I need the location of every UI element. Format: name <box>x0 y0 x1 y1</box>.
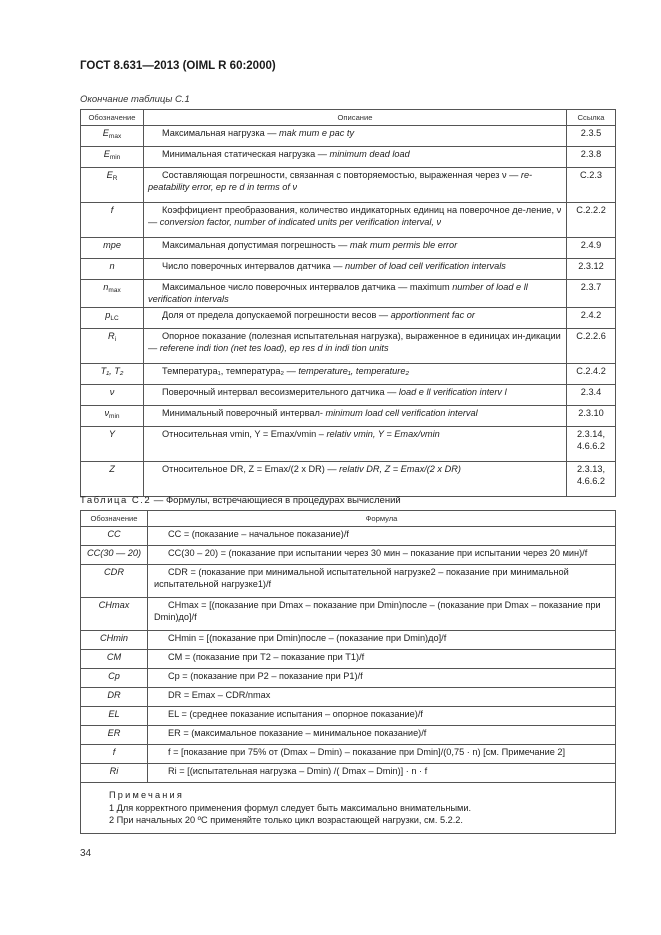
table-row <box>81 406 616 427</box>
formula-cell: EL = (среднее показание испытания – опорное показание)/f <box>148 707 616 726</box>
formula-cell: ER = (максимальное показание – минимальное показание)/f <box>148 726 616 745</box>
description-cell <box>144 203 567 238</box>
column-header-reference: Ссылка <box>567 110 616 126</box>
symbol-cell <box>81 126 144 147</box>
symbol: n <box>109 261 115 272</box>
reference-cell: 2.3.4 <box>567 385 616 406</box>
description-ru: Коэффициент преобразования, количество индикаторных единиц на поверочное де-ление, ν — <box>148 205 562 227</box>
description-ru: Максимальное число поверочных интервалов датчика — maximum <box>162 282 453 293</box>
reference-cell: 2.4.2 <box>567 308 616 329</box>
symbol-cell <box>81 707 148 726</box>
notes-cell <box>81 783 616 833</box>
table-row <box>81 565 616 598</box>
symbol-cell <box>81 650 148 669</box>
table-row <box>81 546 616 565</box>
symbol-subscript: i <box>114 336 117 344</box>
description-ru: Максимальная допустимая погрешность — <box>162 240 350 251</box>
column-header-formula: Формула <box>148 511 616 527</box>
table-row <box>81 385 616 406</box>
description-en: relativ νmin, Y = Emax/νmin <box>326 429 440 440</box>
note-2: 2 При начальных 20 ºС применяйте только цикл возрастающей нагрузки, см. 5.2.2. <box>109 815 463 826</box>
description-ru: Минимальный поверочный интервал- <box>162 408 326 419</box>
symbol-cell <box>81 147 144 168</box>
description-ru: Поверочный интервал весоизмерительного датчика — <box>162 387 399 398</box>
description-en: load e ll verification interv l <box>398 387 507 398</box>
symbol-subscript: LC <box>110 315 119 323</box>
formula-cell: Cp = (показание при P2 – показание при P1)/f <box>148 669 616 688</box>
table-row <box>81 280 616 308</box>
description-cell <box>144 259 567 280</box>
symbol-cell <box>81 280 144 308</box>
description-en: temperature₁, temperature₂ <box>298 366 409 377</box>
table-row <box>81 168 616 203</box>
symbol-subscript: max <box>108 287 121 295</box>
symbol-subscript: max <box>108 133 122 141</box>
symbol-cell <box>81 745 148 764</box>
description-ru: Минимальная статическая нагрузка — <box>162 149 330 160</box>
table-row <box>81 147 616 168</box>
notes-title: Примечания <box>109 790 185 801</box>
description-cell <box>144 329 567 364</box>
table-row <box>81 598 616 631</box>
symbol: E <box>103 149 110 160</box>
table2-caption <box>80 495 401 506</box>
description-en: minimum load cell verification interval <box>325 408 478 419</box>
formula-cell: DR = Emax – CDR/nmax <box>148 688 616 707</box>
description-cell <box>144 462 567 497</box>
note-1: 1 Для корректного применения формул следует быть максимально внимательными. <box>109 802 472 813</box>
table-row <box>81 329 616 364</box>
description-cell <box>144 147 567 168</box>
symbol: Cp <box>108 671 120 682</box>
column-header-symbol: Обозначение <box>81 511 148 527</box>
symbol: CM <box>106 652 122 663</box>
description-ru: Составляющая погрешности, связанная с повторяемостью, выраженная через ν — <box>162 170 521 181</box>
description-cell <box>144 238 567 259</box>
description-cell <box>144 308 567 329</box>
table-row <box>81 688 616 707</box>
reference-cell: C.2.4.2 <box>567 364 616 385</box>
symbol: p <box>105 310 111 321</box>
table1 <box>80 109 616 497</box>
table-row <box>81 364 616 385</box>
column-header-symbol: Обозначение <box>81 110 144 126</box>
reference-cell: 2.3.8 <box>567 147 616 168</box>
formula-cell: CC = (показание – начальное показание)/f <box>148 527 616 546</box>
formula-cell: Ri = [(испытательная нагрузка – Dmin) /( Dmax – Dmin)] · n · f <box>148 764 616 783</box>
table-row <box>81 726 616 745</box>
symbol: CHmin <box>99 633 129 644</box>
symbol-cell <box>81 168 144 203</box>
symbol: n <box>103 282 109 293</box>
formula-cell: f = [показание при 75% от (Dmax – Dmin) – показание при Dmin]/(0,75 · n) [см. Примечание 2] <box>148 745 616 764</box>
description-cell <box>144 168 567 203</box>
description-en: conversion factor, number of indicated units per verification interval, ν <box>159 216 442 227</box>
page-number: 34 <box>80 848 92 859</box>
symbol: Y <box>108 429 116 440</box>
description-ru: Число поверочных интервалов датчика — <box>162 261 346 272</box>
reference-cell: C.2.2.6 <box>567 329 616 364</box>
symbol: T₁, T₂ <box>100 366 124 377</box>
symbol-subscript: R <box>112 175 118 183</box>
formula-cell: CHmax = [(показание при Dmax – показание при Dmin)после – (показание при Dmax – показание при Dmin)до]/f <box>148 598 616 631</box>
symbol: E <box>102 128 109 139</box>
symbol-cell <box>81 238 144 259</box>
symbol: CDR <box>104 567 124 578</box>
table-row <box>81 650 616 669</box>
table-row <box>81 707 616 726</box>
description-ru: Доля от предела допускаемой погрешности весов — <box>162 310 391 321</box>
reference-cell: 2.3.5 <box>567 126 616 147</box>
reference-cell: C.2.2.2 <box>567 203 616 238</box>
description-ru: Относительная νmin, Y = Emax/νmin – <box>162 429 327 440</box>
symbol-cell <box>81 308 144 329</box>
symbol: ER <box>107 728 121 739</box>
symbol-subscript: min <box>109 154 121 162</box>
reference-cell: 2.3.10 <box>567 406 616 427</box>
table-row <box>81 238 616 259</box>
formula-cell: CC(30 – 20) = (показание при испытании через 30 мин – показание при испытании через 20 мин)/f <box>148 546 616 565</box>
description-en: mak mum permis ble error <box>349 240 458 251</box>
description-cell <box>144 406 567 427</box>
description-en: mak mum e pac ty <box>278 128 355 139</box>
symbol-cell <box>81 427 144 462</box>
table-row <box>81 126 616 147</box>
symbol: Z <box>109 464 115 475</box>
column-header-description: Описание <box>144 110 567 126</box>
description-ru: Температура₁, температура₂ — <box>162 366 299 377</box>
reference-cell: 2.4.9 <box>567 238 616 259</box>
symbol: CC <box>107 529 121 540</box>
symbol-cell <box>81 329 144 364</box>
document-header: ГОСТ 8.631—2013 (OIML R 60:2000) <box>80 60 276 72</box>
symbol: R <box>107 331 115 342</box>
symbol: DR <box>107 690 121 701</box>
symbol-cell <box>81 669 148 688</box>
description-ru: Опорное показание (полезная испытательная нагрузка), выраженное в единицах ин-дикации — <box>148 331 561 353</box>
table2-caption-prefix: Таблица С.2 <box>80 495 152 506</box>
symbol-cell <box>81 462 144 497</box>
symbol-cell <box>81 631 148 650</box>
description-en: apportionment fac or <box>390 310 475 321</box>
symbol: f <box>110 205 114 216</box>
table-row <box>81 308 616 329</box>
symbol: CHmax <box>98 600 130 611</box>
symbol-cell <box>81 598 148 631</box>
reference-cell: C.2.3 <box>567 168 616 203</box>
symbol-cell <box>81 406 144 427</box>
description-cell <box>144 364 567 385</box>
description-cell <box>144 427 567 462</box>
table-row <box>81 745 616 764</box>
symbol-cell <box>81 259 144 280</box>
symbol-cell <box>81 385 144 406</box>
formula-cell: CHmin = [(показание при Dmin)после – (показание при Dmin)до]/f <box>148 631 616 650</box>
table-row <box>81 631 616 650</box>
symbol-cell <box>81 364 144 385</box>
table1-header-row <box>81 110 616 126</box>
formula-cell: CM = (показание при T2 – показание при T1)/f <box>148 650 616 669</box>
table-row <box>81 259 616 280</box>
table1-caption: Окончание таблицы С.1 <box>80 94 190 105</box>
reference-cell: 2.3.14, 4.6.6.2 <box>567 427 616 462</box>
table-row <box>81 669 616 688</box>
table-row <box>81 764 616 783</box>
symbol: ν <box>104 408 110 419</box>
description-cell <box>144 126 567 147</box>
symbol-cell <box>81 527 148 546</box>
symbol-cell <box>81 764 148 783</box>
symbol-cell <box>81 546 148 565</box>
reference-cell: 2.3.12 <box>567 259 616 280</box>
description-ru: Относительное DR, Z = Emax/(2 x DR) — <box>162 464 340 475</box>
description-cell <box>144 280 567 308</box>
description-en: minimum dead load <box>329 149 410 160</box>
table-row <box>81 203 616 238</box>
symbol: E <box>106 170 113 181</box>
reference-cell: 2.3.13, 4.6.6.2 <box>567 462 616 497</box>
notes-row <box>81 783 616 833</box>
description-en: number of load e ll verification intervals <box>148 282 528 304</box>
reference-cell: 2.3.7 <box>567 280 616 308</box>
symbol-cell <box>81 726 148 745</box>
table-row <box>81 527 616 546</box>
symbol: Ri <box>109 766 119 777</box>
formula-cell: CDR = (показание при минимальной испытательной нагрузке2 – показание при минимальной испытательной нагрузке1)/f <box>148 565 616 598</box>
description-en: number of load cell verification intervals <box>345 261 506 272</box>
description-en: relativ DR, Z = Emax/(2 x DR) <box>339 464 461 475</box>
description-cell <box>144 385 567 406</box>
symbol: EL <box>108 709 120 720</box>
symbol: f <box>112 747 116 758</box>
description-en: re-peatability error, ep re d in terms of ν <box>148 170 533 192</box>
description-ru: Максимальная нагрузка — <box>162 128 279 139</box>
table-row <box>81 462 616 497</box>
symbol-cell <box>81 203 144 238</box>
table2-caption-rest: — Формулы, встречающиеся в процедурах вычислений <box>151 495 401 506</box>
table2 <box>80 510 616 834</box>
symbol-cell <box>81 565 148 598</box>
table2-header-row <box>81 511 616 527</box>
symbol-subscript: min <box>109 413 120 421</box>
symbol-cell <box>81 688 148 707</box>
symbol: CC(30 — 20) <box>86 548 142 559</box>
symbol: ν <box>109 387 115 398</box>
description-en: referene indi tion (net tes load), ep res d in indi tion units <box>159 342 389 353</box>
symbol: mpe <box>103 240 121 251</box>
table-row <box>81 427 616 462</box>
